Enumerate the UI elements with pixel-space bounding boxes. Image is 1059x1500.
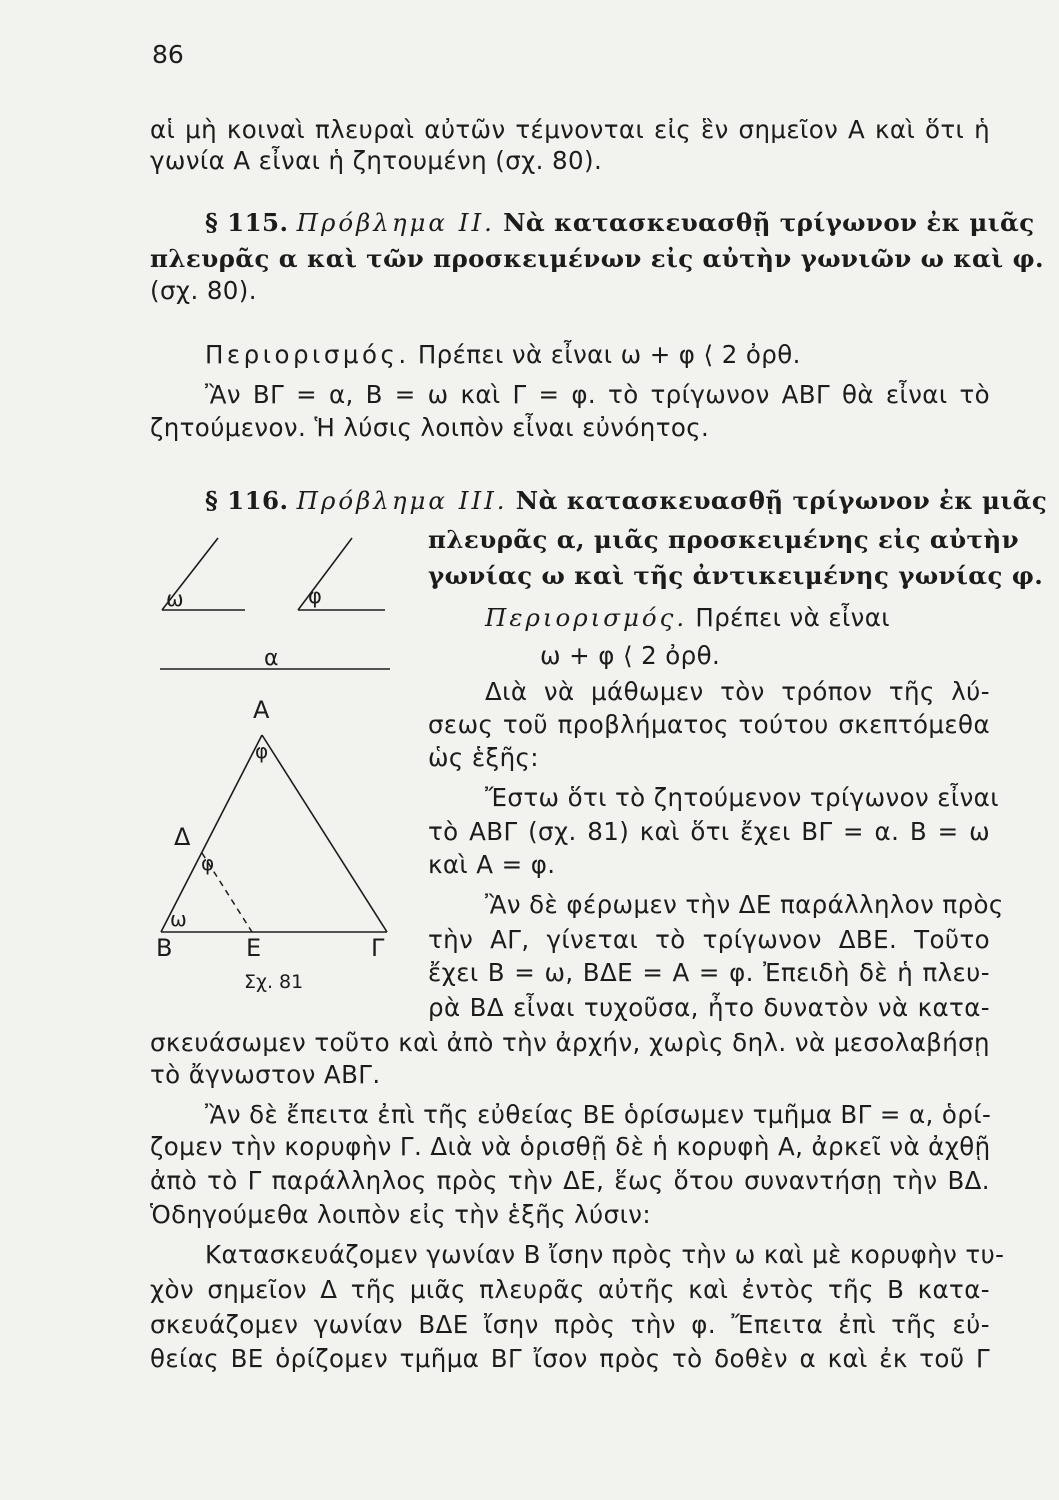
figure-81: [150, 520, 420, 1000]
label-D: Δ: [174, 823, 191, 851]
text-line: ζητούμενον. Ἡ λύσις λοιπὸν εἶναι εὐνόητος.: [150, 413, 710, 442]
figure-caption: Σχ. 81: [244, 971, 304, 993]
problem-label: Πρόβλημα ΙΙΙ.: [296, 486, 508, 515]
label-alpha: α: [264, 646, 279, 671]
label-A: Α: [253, 696, 270, 724]
limit-label: Περιορισμός.: [485, 603, 688, 632]
section-116-heading: [205, 486, 1048, 516]
text-line: αἱ μὴ κοιναὶ πλευραὶ αὐτῶν τέμνονται εἰς ἓν σημεῖον Α καὶ ὅτι ἡ: [150, 115, 990, 144]
side-AG: [262, 735, 387, 932]
text-line: ρὰ ΒΔ εἶναι τυχοῦσα, ἦτο δυνατὸν νὰ κατα-: [428, 993, 990, 1022]
text-line: ὡς ἑξῆς:: [428, 743, 539, 772]
limit-text: Πρέπει νὰ εἶναι ω + φ ⟨ 2 ὀρθ.: [417, 340, 801, 369]
label-phi-D: φ: [201, 851, 215, 875]
label-G: Γ: [371, 934, 385, 962]
text-line: γωνία Α εἶναι ἡ ζητουμένη (σχ. 80).: [150, 146, 603, 175]
section-115-heading: [205, 208, 1035, 238]
text-line: Ἔστω ὅτι τὸ ζητούμενον τρίγωνον εἶναι: [485, 783, 999, 812]
page-number: 86: [152, 40, 184, 69]
label-B: Β: [156, 934, 173, 962]
text-line: ζομεν τὴν κορυφὴν Γ. Διὰ νὰ ὁρισθῇ δὲ ἡ κορυφὴ Α, ἀρκεῖ νὰ ἀχθῇ: [150, 1132, 991, 1161]
text-line: τὴν ΑΓ, γίνεται τὸ τρίγωνον ΔΒΕ. Τοῦτο: [428, 925, 990, 954]
text-line: Ὁδηγούμεθα λοιπὸν εἰς τὴν ἑξῆς λύσιν:: [150, 1200, 651, 1229]
limit-expression: ω + φ ⟨ 2 ὀρθ.: [540, 641, 721, 670]
section-number: § 115.: [205, 208, 289, 237]
limit-text: Πρέπει νὰ εἶναι: [695, 603, 890, 632]
text-line: τὸ ἄγνωστον ΑΒΓ.: [150, 1060, 381, 1089]
angle-phi-side: [298, 538, 352, 610]
text-line: πλευρᾶς α, μιᾶς προσκειμένης εἰς αὐτὴν: [428, 525, 1019, 554]
label-phi-A: φ: [255, 739, 269, 763]
section-number: § 116.: [205, 486, 289, 515]
problem-statement: Νὰ κατασκευασθῇ τρίγωνον ἐκ μιᾶς: [515, 486, 1048, 515]
label-phi: φ: [308, 584, 322, 608]
text-line: σκευάζομεν γωνίαν ΒΔΕ ἴσην πρὸς τὴν φ. Ἔπειτα ἐπὶ τῆς εὐ-: [150, 1310, 990, 1339]
text-line: Ἂν δὲ φέρωμεν τὴν ΔΕ παράλληλον πρὸς: [485, 890, 1004, 919]
text-line: πλευρᾶς α καὶ τῶν προσκειμένων εἰς αὐτὴν γωνιῶν ω καὶ φ.: [150, 244, 1044, 273]
label-E: Ε: [246, 934, 262, 962]
problem-label: Πρόβλημα ΙΙ.: [296, 208, 495, 237]
text-line: (σχ. 80).: [150, 276, 257, 305]
text-line: καὶ Α = φ.: [428, 850, 556, 879]
text-line: ἔχει Β = ω, ΒΔΕ = Α = φ. Ἐπειδὴ δὲ ἡ πλευ-: [428, 958, 990, 987]
text-line: τὸ ΑΒΓ (σχ. 81) καὶ ὅτι ἔχει ΒΓ = α. Β = ω: [428, 817, 990, 846]
text-line: χὸν σημεῖον Δ τῆς μιᾶς πλευρᾶς αὐτῆς καὶ ἐντὸς τῆς Β κατα-: [150, 1275, 990, 1304]
text-line: σκευάσωμεν τοῦτο καὶ ἀπὸ τὴν ἀρχήν, χωρὶς δηλ. νὰ μεσολαβήσῃ: [150, 1028, 990, 1057]
text-line: γωνίας ω καὶ τῆς ἀντικειμένης γωνίας φ.: [428, 561, 1044, 590]
text-line: Διὰ νὰ μάθωμεν τὸν τρόπον τῆς λύ-: [485, 677, 990, 706]
text-line: Κατασκευάζομεν γωνίαν Β ἴσην πρὸς τὴν ω καὶ μὲ κορυφὴν τυ-: [205, 1240, 1005, 1269]
text-line: ἀπὸ τὸ Γ παράλληλος πρὸς τὴν ΔΕ, ἕως ὅτου συναντήσῃ τὴν ΒΔ.: [150, 1166, 990, 1195]
limit-line: [205, 340, 801, 370]
label-omega: ω: [166, 587, 184, 611]
text-line: Ἂν ΒΓ = α, Β = ω καὶ Γ = φ. τὸ τρίγωνον ΑΒΓ θὰ εἶναι τὸ: [205, 380, 990, 409]
limit-line: [485, 603, 890, 633]
text-line: Ἂν δὲ ἔπειτα ἐπὶ τῆς εὐθείας ΒΕ ὁρίσωμεν τμῆμα ΒΓ = α, ὁρί-: [205, 1100, 992, 1129]
problem-statement: Νὰ κατασκευασθῇ τρίγωνον ἐκ μιᾶς: [503, 208, 1035, 237]
label-omega-B: ω: [170, 907, 187, 931]
text-line: σεως τοῦ προβλήματος τούτου σκεπτόμεθα: [428, 710, 990, 739]
limit-label: Περιορισμός.: [205, 340, 410, 369]
text-line: θείας ΒΕ ὁρίζομεν τμῆμα ΒΓ ἴσον πρὸς τὸ δοθὲν α καὶ ἐκ τοῦ Γ: [150, 1344, 990, 1373]
